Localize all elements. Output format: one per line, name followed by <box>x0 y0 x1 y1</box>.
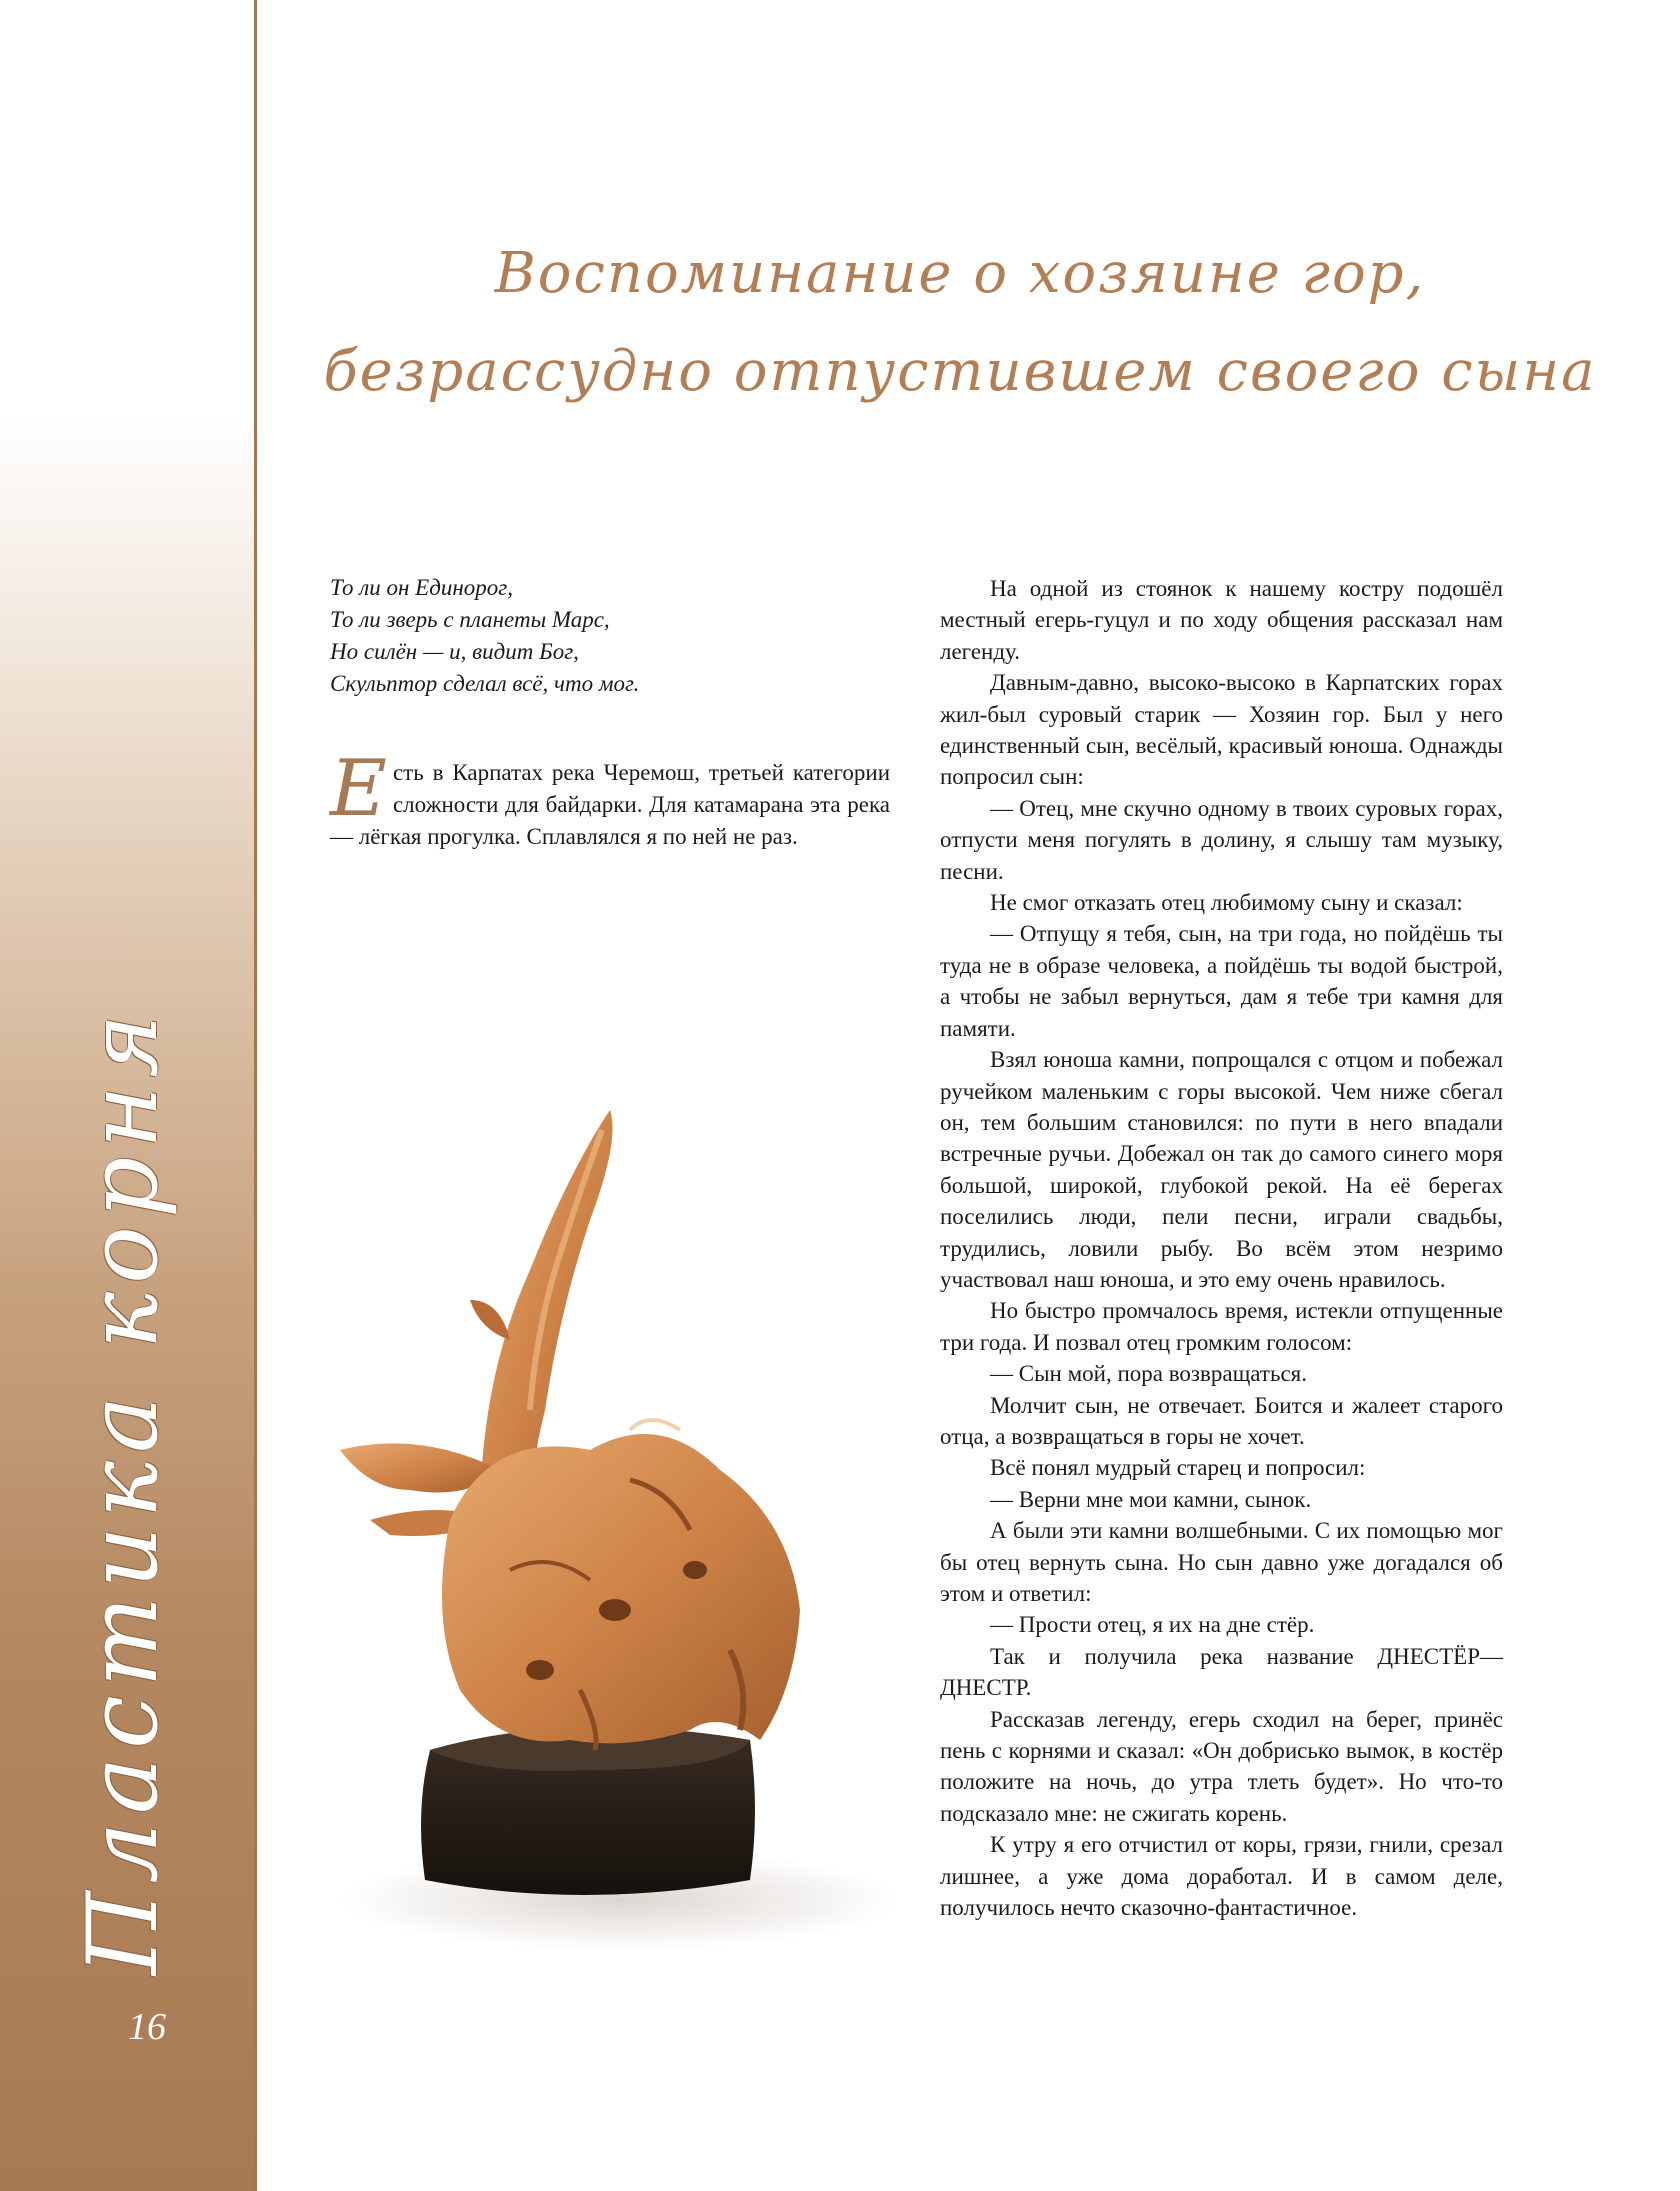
story-paragraph: Не смог отказать отец любимому сыну и сказал: <box>990 890 1463 916</box>
story-paragraph: — Отец, мне скучно одному в твоих суровых горах, отпусти меня погулять в долину, я слышу там музыку, песни. <box>940 795 1503 884</box>
page-number: 16 <box>128 2006 166 2048</box>
story-paragraph: На одной из стоянок к нашему костру подошёл местный егерь-гуцул и по ходу общения рассказал нам легенду. <box>940 576 1503 664</box>
story-paragraph: Взял юноша камни, попрощался с отцом и побежал ручейком маленьким с горы высокой. Чем ниже сбегал он, тем большим становился: по пути в него впадали встречные ручьи. Добежал он так до самого синего моря большой, широкой, глубокой рекой. На её берегах поселились люди, пели песни, играли свадьбы, трудились, ловили рыбу. Во всём этом незримо участвовал наш юноша, и это ему очень нравилось. <box>940 1047 1503 1292</box>
poem-line: Но силён — и, видит Бог, <box>330 639 579 664</box>
drop-cap: Е <box>330 744 387 834</box>
poem-line: То ли зверь с планеты Марс, <box>330 607 610 632</box>
legend-text <box>940 573 1503 1923</box>
intro-paragraph <box>330 744 890 853</box>
story-paragraph: — Верни мне мои камни, сынок. <box>990 1486 1312 1512</box>
story-paragraph: Так и получила река название ДНЕСТЁР—ДНЕСТР. <box>940 1643 1503 1701</box>
heading-line-1: Воспоминание о хозяине гор, <box>494 241 1426 306</box>
epigraph-poem <box>330 572 890 700</box>
poem-line: Скульптор сделал всё, что мог. <box>330 671 640 696</box>
side-divider-rule <box>254 0 257 2191</box>
story-paragraph: Всё понял мудрый старец и попросил: <box>990 1455 1366 1481</box>
intro-text: сть в Карпатах река Черемош, третьей категории сложности для байдарки. Для катамарана эта река — лёгкая прогулка. Сплавлялся я по ней не раз. <box>330 760 890 849</box>
story-paragraph: — Сын мой, пора возвращаться. <box>990 1361 1307 1387</box>
story-paragraph: Но быстро промчалось время, истекли отпущенные три года. И позвал отец громким голосом: <box>940 1298 1503 1355</box>
poem-line: То ли он Единорог, <box>330 575 513 600</box>
section-title-vertical: Пластика корня <box>67 1005 179 1975</box>
story-paragraph: — Прости отец, я их на дне стёр. <box>990 1612 1315 1638</box>
article-heading <box>300 225 1620 421</box>
root-sculpture-photo <box>330 1050 892 2010</box>
story-paragraph: Рассказав легенду, егерь сходил на берег, принёс пень с корнями и сказал: «Он добрисько вымок, в костёр положите на ночь, до утра тлеть будет». Но что-то подсказало мне: не сжигать корень. <box>940 1706 1503 1826</box>
sculpture-illustration <box>330 1050 892 2010</box>
heading-line-2: безрассудно отпустившем своего сына <box>323 339 1597 404</box>
story-paragraph: К утру я его отчистил от коры, грязи, гнили, срезал лишнее, а уже дома доработал. И в самом деле, получилось нечто сказочно-фантастичное. <box>940 1832 1503 1921</box>
story-paragraph: Молчит сын, не отвечает. Боится и жалеет старого отца, а возвращаться в горы не хочет. <box>940 1392 1503 1449</box>
story-paragraph: А были эти камни волшебными. С их помощью мог бы отец вернуть сына. Но сын давно уже догадался об этом и ответил: <box>940 1518 1503 1606</box>
story-paragraph: — Отпущу я тебя, сын, на три года, но пойдёшь ты туда не в образе человека, а пойдёшь ты водой быстрой, а чтобы не забыл вернуться, дам я тебе три камня для памяти. <box>940 921 1503 1041</box>
story-paragraph: Давным-давно, высоко-высоко в Карпатских горах жил-был суровый старик — Хозяин гор. Был у него единственный сын, весёлый, красивый юноша. Однажды попросил сын: <box>940 670 1503 790</box>
